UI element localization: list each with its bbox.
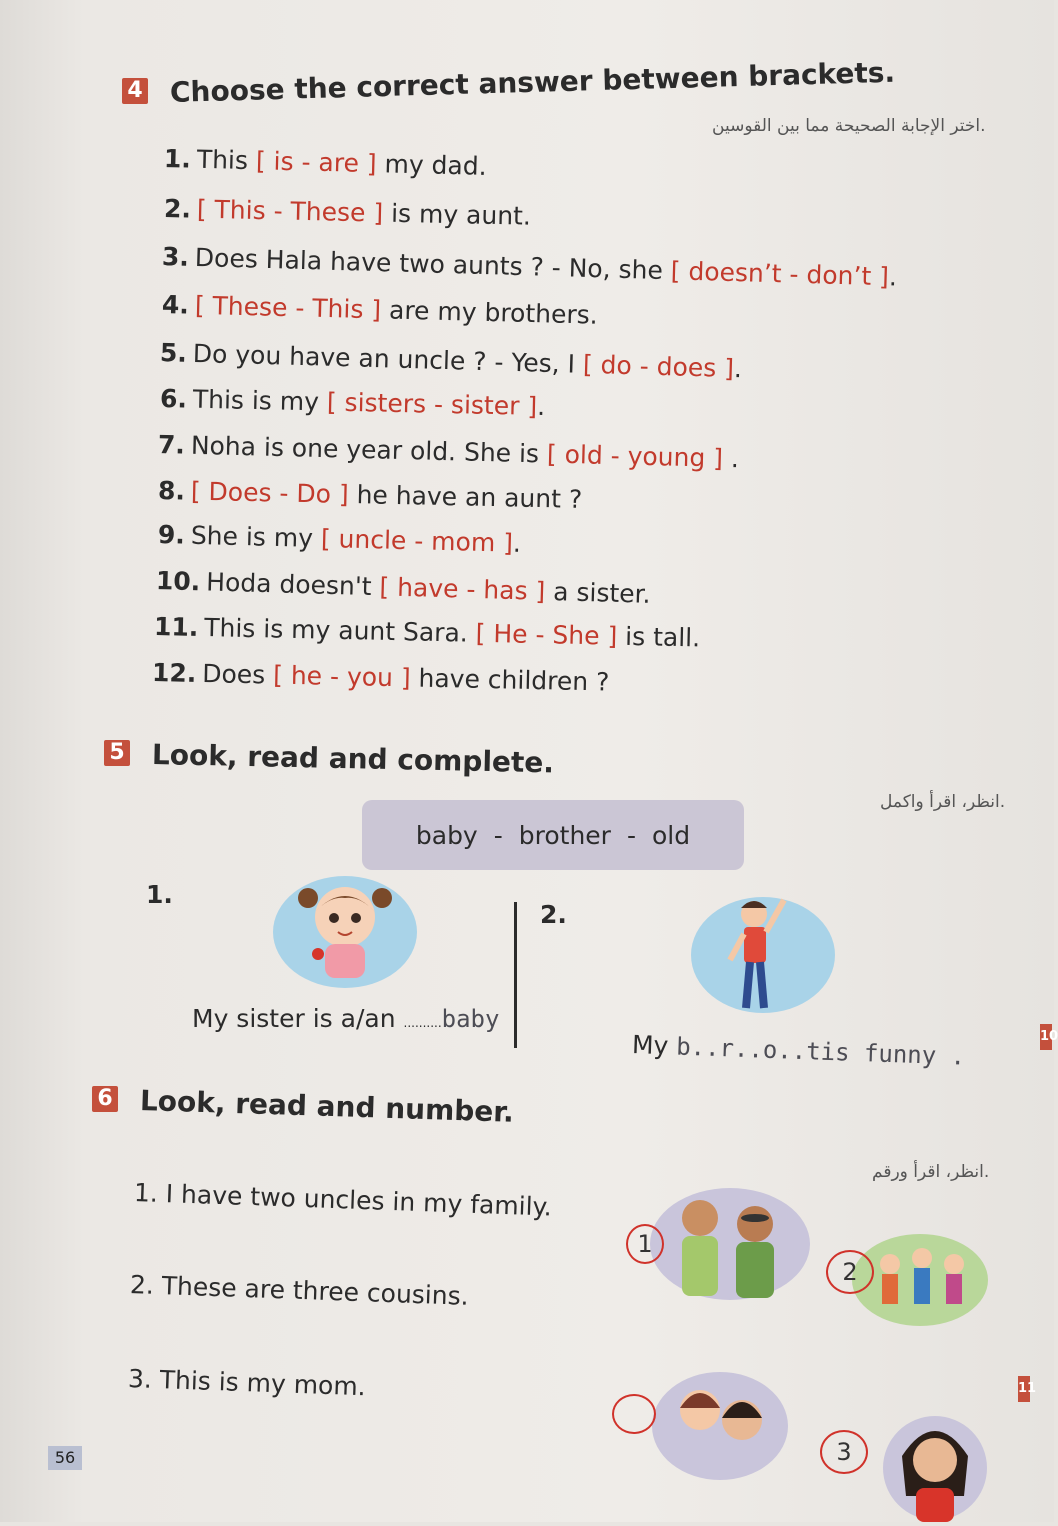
question-text: is tall. — [616, 621, 701, 653]
question-text: is my aunt. — [382, 198, 532, 231]
answer-options[interactable]: [ sisters - sister ] — [326, 387, 538, 421]
question-text: are my brothers. — [380, 295, 599, 330]
question-4 — [162, 290, 598, 330]
section-4-number: 4 — [122, 78, 148, 104]
question-number: 7. — [157, 430, 186, 460]
question-2 — [164, 194, 531, 231]
answer-options[interactable]: [ have - has ] — [379, 572, 546, 606]
word-bank-separator: - — [626, 820, 636, 850]
page-number: 56 — [48, 1446, 82, 1470]
answer-options[interactable]: [ old - young ] — [546, 439, 724, 473]
question-text: . — [733, 354, 743, 384]
section-6-title: Look, read and number. — [139, 1084, 515, 1129]
question-11 — [154, 612, 701, 652]
question-text: Do you have an uncle ? - Yes, I — [192, 338, 584, 379]
question-number: 9. — [157, 520, 186, 550]
answer-options[interactable]: [ These - This ] — [194, 290, 382, 325]
question-text: a sister. — [544, 576, 651, 609]
section-4-title: Choose the correct answer between brackets. — [169, 55, 896, 109]
side-tab: 11 — [1018, 1376, 1030, 1402]
item-1-sentence: My sister is a/an ..........baby — [192, 1004, 500, 1033]
answer-circle[interactable]: 1 — [626, 1224, 664, 1264]
section-6-number: 6 — [92, 1086, 118, 1112]
word-bank-word: brother — [518, 820, 611, 850]
question-text: . — [722, 443, 740, 474]
question-1 — [164, 144, 487, 181]
question-text: This is my aunt Sara. — [203, 613, 477, 648]
question-5 — [160, 338, 743, 383]
question-text: have children ? — [410, 663, 610, 697]
answer-options[interactable]: [ He - She ] — [475, 618, 618, 651]
question-text: . — [888, 262, 898, 292]
question-7 — [158, 430, 740, 473]
question-number: 11. — [153, 612, 199, 642]
question-10 — [156, 566, 651, 609]
question-number: 1. — [163, 144, 192, 174]
answer-circle[interactable]: 2 — [826, 1250, 874, 1294]
question-3 — [162, 242, 898, 292]
section-6-arabic-instruction: .انظر، اقرأ ورقم — [872, 1162, 990, 1182]
question-12 — [152, 658, 610, 697]
boy-illustration — [688, 890, 838, 1020]
question-text: my dad. — [376, 149, 487, 181]
answer-options[interactable]: [ This - These ] — [196, 194, 384, 228]
question-text: Noha is one year old. She is — [190, 430, 548, 469]
question-text: Does Hala have two aunts ? - No, she — [194, 242, 672, 286]
section-6-item: 3. This is my mom. — [127, 1364, 367, 1402]
section-5-arabic-instruction: .انظر، اقرأ واكمل — [880, 792, 1006, 812]
item-2-sentence: My b..r..o..tis funny . — [631, 1030, 966, 1071]
question-text: This is my — [192, 384, 328, 417]
answer-circle[interactable] — [612, 1394, 656, 1434]
question-number: 4. — [161, 290, 190, 320]
answer-options[interactable]: [ Does - Do ] — [190, 476, 349, 509]
word-bank-word: old — [652, 820, 691, 850]
item-divider — [514, 902, 517, 1048]
word-bank-separator: - — [493, 820, 503, 850]
question-number: 2. — [163, 194, 192, 224]
item-1-number: 1. — [146, 880, 173, 909]
question-text: Hoda doesn't — [205, 567, 380, 602]
word-bank — [362, 800, 744, 870]
question-text: . — [536, 391, 546, 422]
question-number: 3. — [161, 242, 190, 272]
handwritten-answer: b..r..o..t — [675, 1032, 822, 1066]
question-number: 8. — [157, 476, 186, 506]
answer-circle[interactable]: 3 — [820, 1430, 868, 1474]
section-4-arabic-instruction: .اختر الإجابة الصحيحة مما بين القوسين — [712, 116, 986, 136]
answer-options[interactable]: [ do - does ] — [582, 349, 735, 384]
mom-picture — [880, 1406, 990, 1522]
answer-options[interactable]: [ uncle - mom ] — [320, 523, 514, 558]
item-2-number: 2. — [540, 900, 567, 929]
section-6-item: 1. I have two uncles in my family. — [133, 1178, 553, 1222]
answer-options[interactable]: [ is - are ] — [255, 146, 377, 179]
girls-picture — [650, 1368, 790, 1484]
section-5-number: 5 — [104, 740, 130, 766]
question-number: 6. — [159, 384, 188, 414]
question-text: . — [512, 528, 522, 558]
section-5-title: Look, read and complete. — [151, 738, 555, 780]
question-9 — [158, 520, 522, 558]
question-text: She is my — [190, 520, 322, 553]
question-6 — [160, 384, 546, 421]
question-text: he have an aunt ? — [348, 479, 583, 514]
question-text: This — [196, 144, 257, 176]
answer-options[interactable]: [ he - you ] — [272, 660, 411, 693]
answer-options[interactable]: [ doesn’t - don’t ] — [670, 256, 890, 292]
question-number: 12. — [151, 658, 197, 688]
word-bank-word: baby — [415, 820, 478, 850]
section-6-item: 2. These are three cousins. — [129, 1270, 470, 1311]
question-text: Does — [201, 659, 274, 690]
handwritten-answer: baby — [441, 1005, 500, 1033]
question-number: 5. — [159, 338, 188, 368]
question-8 — [158, 476, 583, 514]
question-number: 10. — [155, 566, 201, 597]
side-tab: 10 — [1040, 1024, 1052, 1050]
baby-girl-illustration — [270, 872, 420, 990]
